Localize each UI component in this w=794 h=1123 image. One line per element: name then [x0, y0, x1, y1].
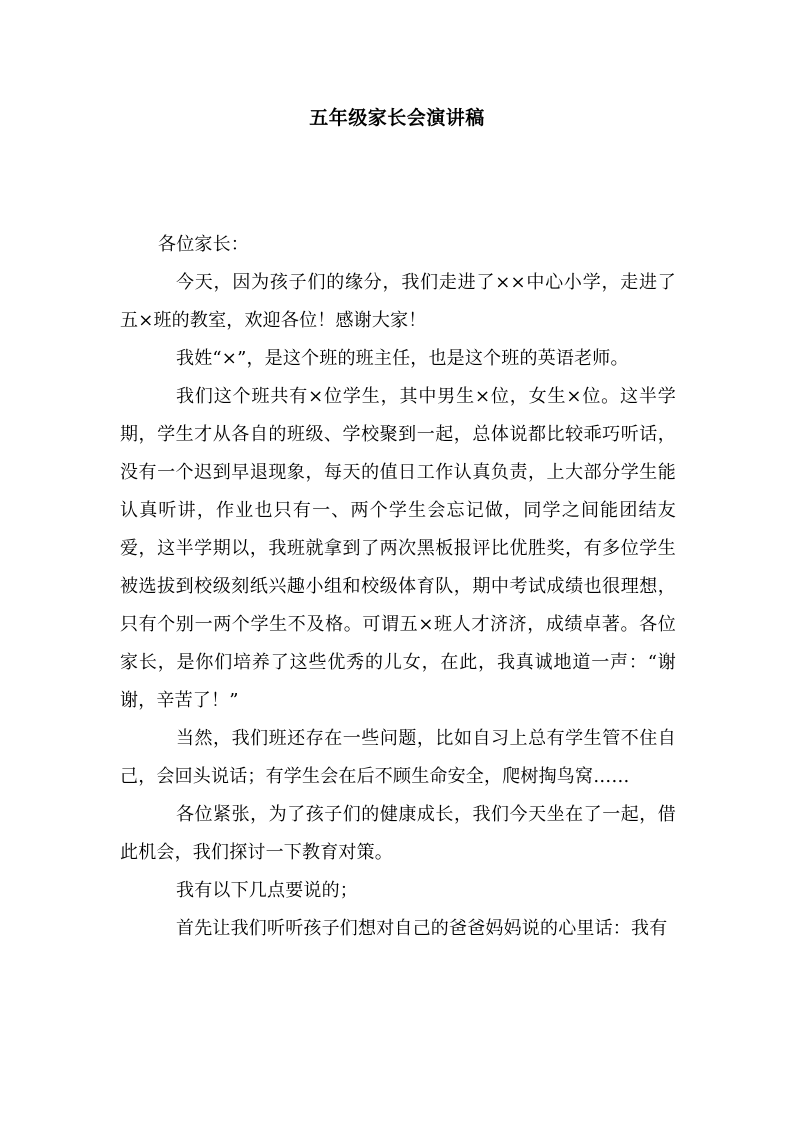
paragraph-points-intro: 我有以下几点要说的； [176, 880, 358, 901]
paragraph-class-overview: 我们这个班共有×位学生，其中男生×位，女生×位。这半学期，学生才从各自的班级、学校聚到一起，总体说都比较乖巧听话，没有一个迟到早退现象，每天的值日工作认真负责，上大部分学生能认真听讲，作业也只有一、两个学生会忘记做，同学之间能团结友爱，这半学期以，我班就拿到了两次黑板报评比优胜奖，有多位学生被选拔到校级刻纸兴趣小组和校级体育队，期中考试成绩也很理想，只有个别一两个学生不及格。可谓五×班人才济济，成绩卓著。各位家长，是你们培养了这些优秀的儿女，在此，我真诚地道一声：“谢谢，辛苦了！” [120, 386, 676, 711]
paragraph-children-voices: 首先让我们听听孩子们想对自己的爸爸妈妈说的心里话：我有 [176, 918, 668, 939]
paragraph-purpose: 各位紧张，为了孩子们的健康成长，我们今天坐在了一起，借此机会，我们探讨一下教育对策。 [120, 804, 676, 863]
paragraph-problems: 当然，我们班还存在一些问题，比如自习上总有学生管不住自己，会回头说话；有学生会在后不顾生命安全，爬树掏鸟窝…… [120, 728, 676, 787]
document-body [120, 226, 676, 948]
paragraph-welcome: 今天，因为孩子们的缘分，我们走进了××中心小学，走进了五×班的教室，欢迎各位！感谢大家！ [120, 272, 676, 331]
document-title: 五年级家长会演讲稿 [309, 107, 485, 129]
salutation: 各位家长： [158, 234, 249, 255]
paragraph-introduction: 我姓“×”，是这个班的班主任，也是这个班的英语老师。 [176, 348, 629, 369]
